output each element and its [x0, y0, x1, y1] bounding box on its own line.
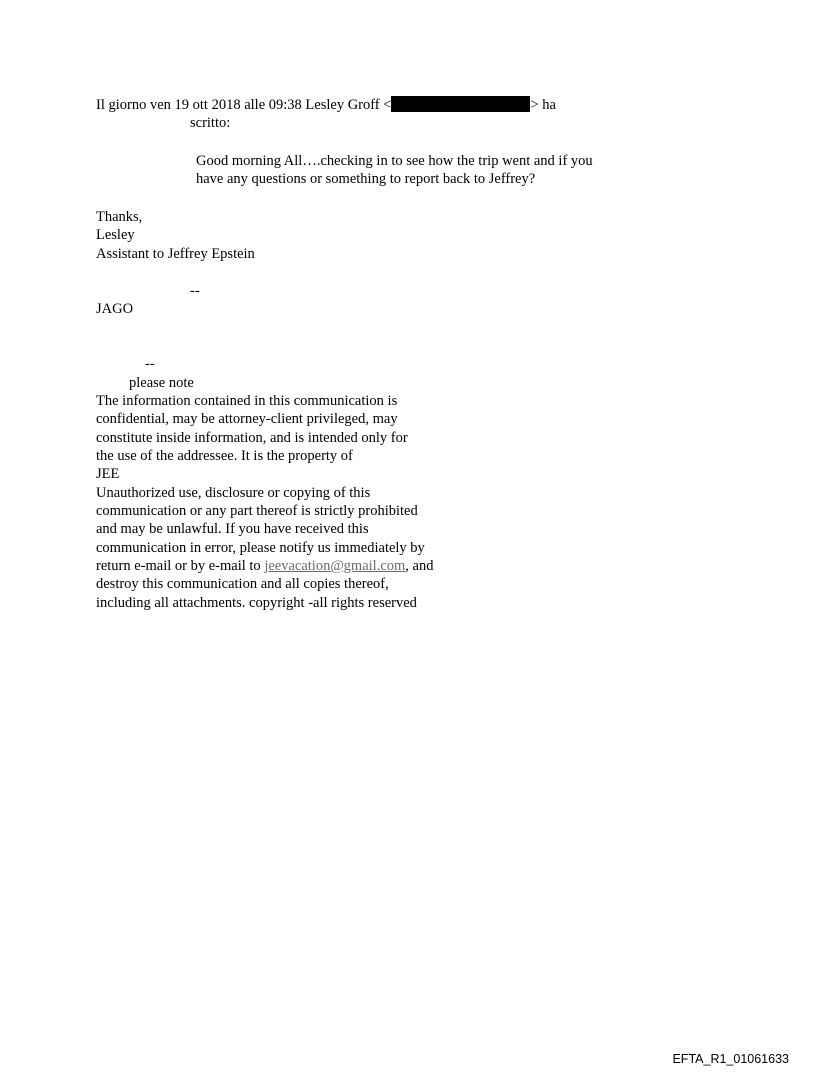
reply-header-suffix: > ha — [530, 97, 556, 113]
sender-name-jago: JAGO — [96, 301, 134, 317]
signature-title: Assistant to Jeffrey Epstein — [96, 246, 255, 262]
email-link[interactable]: jeevacation@gmail.com — [264, 558, 406, 574]
reply-header-line — [96, 96, 556, 114]
message-line-1: Good morning All….checking in to see how the trip went and if you — [196, 153, 593, 169]
disclaimer-please-note: please note — [129, 375, 194, 391]
disclaimer-line: JEE — [96, 466, 120, 482]
separator-1: -- — [190, 283, 200, 299]
message-line-2: have any questions or something to report back to Jeffrey? — [196, 171, 536, 187]
disclaimer-line: communication in error, please notify us immediately by — [96, 540, 425, 556]
disclaimer-line: the use of the addressee. It is the property of — [96, 448, 353, 464]
disclaimer-text: , and — [405, 558, 434, 574]
separator-2: -- — [145, 356, 155, 372]
redacted-email — [391, 96, 530, 112]
disclaimer-line-with-email — [96, 557, 433, 575]
document-id-stamp: EFTA_R1_01061633 — [672, 1052, 789, 1066]
disclaimer-line: communication or any part thereof is strictly prohibited — [96, 503, 418, 519]
reply-header-wrap: scritto: — [190, 115, 231, 131]
reply-header-prefix: Il giorno ven 19 ott 2018 alle 09:38 Lesley Groff < — [96, 97, 392, 113]
disclaimer-line: destroy this communication and all copies thereof, — [96, 576, 389, 592]
disclaimer-line: Unauthorized use, disclosure or copying of this — [96, 485, 371, 501]
signature-thanks: Thanks, — [96, 209, 143, 225]
disclaimer-line: constitute inside information, and is intended only for — [96, 430, 408, 446]
disclaimer-line: confidential, may be attorney-client privileged, may — [96, 411, 398, 427]
signature-name: Lesley — [96, 227, 135, 243]
disclaimer-text: return e-mail or by e-mail to — [96, 558, 265, 574]
disclaimer-line: including all attachments. copyright -all rights reserved — [96, 595, 417, 611]
disclaimer-line: The information contained in this communication is — [96, 393, 398, 409]
disclaimer-line: and may be unlawful. If you have received this — [96, 521, 369, 537]
